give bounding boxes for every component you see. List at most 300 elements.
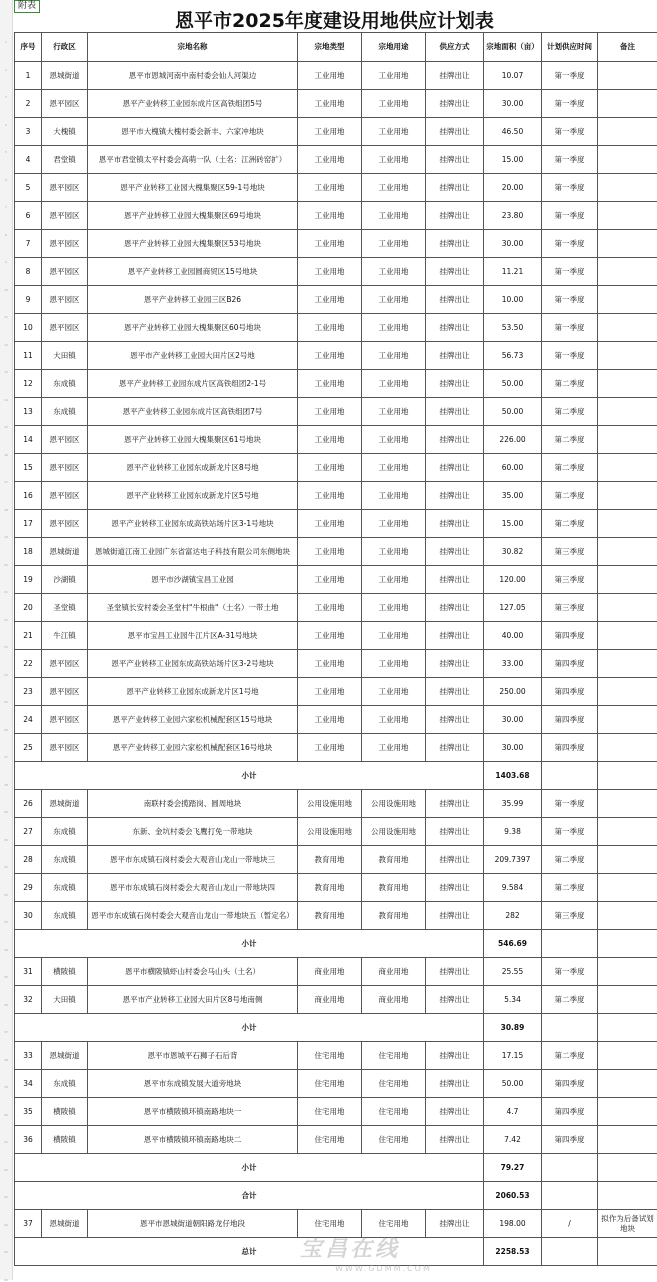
cell-note xyxy=(598,1098,657,1126)
cell-name: 恩平产业转移工业园东成新龙片区1号地 xyxy=(88,678,298,706)
cell-note xyxy=(598,734,657,762)
cell-area: 198.00 xyxy=(484,1210,542,1238)
cell-name: 恩平市产业转移工业园大田片区2号地 xyxy=(88,342,298,370)
cell-type: 工业用地 xyxy=(298,174,362,202)
cell-method: 挂牌出让 xyxy=(426,706,484,734)
cell-note xyxy=(598,958,657,986)
cell-time: 第二季度 xyxy=(542,370,598,398)
cell-time: 第二季度 xyxy=(542,874,598,902)
gutter-row-number: 44 xyxy=(0,1223,12,1227)
cell-note xyxy=(598,1126,657,1154)
cell-district: 东成镇 xyxy=(42,874,88,902)
cell-district: 恩平园区 xyxy=(42,426,88,454)
cell-area: 10.07 xyxy=(484,62,542,90)
cell-use: 住宅用地 xyxy=(362,1098,426,1126)
gutter-row-number: 15 xyxy=(0,425,12,429)
gutter-row-number: 16 xyxy=(0,453,12,457)
cell-note xyxy=(598,90,657,118)
cell-no: 25 xyxy=(15,734,42,762)
cell-time: 第一季度 xyxy=(542,818,598,846)
cell-type: 工业用地 xyxy=(298,454,362,482)
subtotal-row-value: 79.27 xyxy=(484,1154,542,1182)
cell-name: 恩平市宝昌工业园牛江片区A-31号地块 xyxy=(88,622,298,650)
gutter-row-number: 13 xyxy=(0,370,12,374)
cell-area: 127.05 xyxy=(484,594,542,622)
cell-area: 250.00 xyxy=(484,678,542,706)
gutter-row-number: 42 xyxy=(0,1168,12,1172)
grand-total-row-value: 2258.53 xyxy=(484,1238,542,1266)
table-row xyxy=(15,1126,657,1154)
cell-district: 大田镇 xyxy=(42,986,88,1014)
cell-note xyxy=(598,118,657,146)
cell-time: 第三季度 xyxy=(542,902,598,930)
gutter-row-number: 35 xyxy=(0,975,12,979)
cell-no: 5 xyxy=(15,174,42,202)
cell-no: 10 xyxy=(15,314,42,342)
gutter-row-number: 41 xyxy=(0,1140,12,1144)
cell-name: 恩平市产业转移工业园大田片区8号地南侧 xyxy=(88,986,298,1014)
table-row xyxy=(15,118,657,146)
cell-district: 横陂镇 xyxy=(42,958,88,986)
grand-total-row xyxy=(15,1238,657,1266)
gutter-row-number: 6 xyxy=(0,178,12,182)
cell-method: 挂牌出让 xyxy=(426,90,484,118)
cell-use: 工业用地 xyxy=(362,538,426,566)
cell-time: 第四季度 xyxy=(542,1126,598,1154)
subtotal-row-label: 小计 xyxy=(15,930,484,958)
cell-name: 恩平产业转移工业园东成片区高铁组团2-1号 xyxy=(88,370,298,398)
cell-district: 东成镇 xyxy=(42,818,88,846)
cell-note xyxy=(598,594,657,622)
cell-no: 6 xyxy=(15,202,42,230)
cell-method: 挂牌出让 xyxy=(426,370,484,398)
header-cell: 备注 xyxy=(598,33,657,62)
cell-name: 恩平市东成镇石岗村委会大观音山龙山一带地块三 xyxy=(88,846,298,874)
cell-type: 工业用地 xyxy=(298,538,362,566)
cell-district: 恩平园区 xyxy=(42,174,88,202)
cell-type: 工业用地 xyxy=(298,510,362,538)
gutter-row-number: 32 xyxy=(0,893,12,897)
cell-area: 30.00 xyxy=(484,90,542,118)
cell-area: 30.00 xyxy=(484,734,542,762)
cell-use: 工业用地 xyxy=(362,258,426,286)
gutter-row-number: 28 xyxy=(0,783,12,787)
cell-district: 恩平园区 xyxy=(42,454,88,482)
gutter-row-number: 18 xyxy=(0,508,12,512)
cell-note xyxy=(598,510,657,538)
cell-note xyxy=(598,986,657,1014)
table-row xyxy=(15,62,657,90)
cell-area: 30.00 xyxy=(484,230,542,258)
cell-no: 12 xyxy=(15,370,42,398)
table-row xyxy=(15,958,657,986)
gutter-row-number: 26 xyxy=(0,728,12,732)
cell-district: 东成镇 xyxy=(42,902,88,930)
empty-cell xyxy=(598,1014,657,1042)
cell-time: 第四季度 xyxy=(542,622,598,650)
cell-area: 15.00 xyxy=(484,146,542,174)
cell-area: 53.50 xyxy=(484,314,542,342)
table-row xyxy=(15,1098,657,1126)
cell-method: 挂牌出让 xyxy=(426,846,484,874)
cell-use: 工业用地 xyxy=(362,706,426,734)
cell-no: 29 xyxy=(15,874,42,902)
cell-no: 3 xyxy=(15,118,42,146)
cell-area: 23.80 xyxy=(484,202,542,230)
cell-area: 33.00 xyxy=(484,650,542,678)
cell-no: 30 xyxy=(15,902,42,930)
table-row xyxy=(15,230,657,258)
empty-cell xyxy=(598,930,657,958)
cell-area: 50.00 xyxy=(484,370,542,398)
cell-time: 第二季度 xyxy=(542,398,598,426)
cell-time: 第一季度 xyxy=(542,314,598,342)
cell-use: 教育用地 xyxy=(362,874,426,902)
header-cell: 供应方式 xyxy=(426,33,484,62)
cell-name: 恩平产业转移工业园大槐集聚区69号地块 xyxy=(88,202,298,230)
cell-type: 公用设施用地 xyxy=(298,818,362,846)
cell-use: 工业用地 xyxy=(362,678,426,706)
cell-area: 10.00 xyxy=(484,286,542,314)
cell-name: 恩平产业转移工业园六家松机械配套区16号地块 xyxy=(88,734,298,762)
cell-use: 住宅用地 xyxy=(362,1126,426,1154)
cell-note xyxy=(598,426,657,454)
table-row xyxy=(15,790,657,818)
cell-note xyxy=(598,482,657,510)
table-row xyxy=(15,454,657,482)
cell-name: 恩平市君堂镇太平村委会高萌一队（土名：江洲砖窑扩） xyxy=(88,146,298,174)
cell-no: 7 xyxy=(15,230,42,258)
cell-method: 挂牌出让 xyxy=(426,902,484,930)
cell-area: 56.73 xyxy=(484,342,542,370)
cell-use: 工业用地 xyxy=(362,566,426,594)
cell-name: 恩平产业转移工业园大槐集聚区53号地块 xyxy=(88,230,298,258)
empty-cell xyxy=(542,1154,598,1182)
cell-district: 横陂镇 xyxy=(42,1098,88,1126)
cell-time: 第一季度 xyxy=(542,118,598,146)
cell-use: 公用设施用地 xyxy=(362,818,426,846)
table-row xyxy=(15,146,657,174)
cell-method: 挂牌出让 xyxy=(426,454,484,482)
cell-method: 挂牌出让 xyxy=(426,790,484,818)
cell-no: 19 xyxy=(15,566,42,594)
cell-no: 9 xyxy=(15,286,42,314)
cell-district: 恩城街道 xyxy=(42,62,88,90)
gutter-row-number: 39 xyxy=(0,1085,12,1089)
table-row xyxy=(15,566,657,594)
cell-no: 32 xyxy=(15,986,42,1014)
cell-use: 教育用地 xyxy=(362,846,426,874)
cell-type: 工业用地 xyxy=(298,258,362,286)
cell-district: 恩平园区 xyxy=(42,202,88,230)
cell-area: 282 xyxy=(484,902,542,930)
cell-area: 30.82 xyxy=(484,538,542,566)
table-row xyxy=(15,986,657,1014)
cell-type: 住宅用地 xyxy=(298,1098,362,1126)
gutter-row-number: 2 xyxy=(0,68,12,72)
table-row xyxy=(15,678,657,706)
cell-no: 34 xyxy=(15,1070,42,1098)
cell-district: 恩城街道 xyxy=(42,1210,88,1238)
cell-note: 拟作为后备试划地块 xyxy=(598,1210,657,1238)
cell-area: 50.00 xyxy=(484,398,542,426)
subtotal-row xyxy=(15,930,657,958)
table-row xyxy=(15,286,657,314)
cell-type: 工业用地 xyxy=(298,146,362,174)
cell-type: 工业用地 xyxy=(298,230,362,258)
cell-district: 大田镇 xyxy=(42,342,88,370)
cell-method: 挂牌出让 xyxy=(426,314,484,342)
cell-type: 工业用地 xyxy=(298,342,362,370)
gutter-row-number: 40 xyxy=(0,1113,12,1117)
subtotal-row-value: 546.69 xyxy=(484,930,542,958)
cell-no: 31 xyxy=(15,958,42,986)
cell-type: 工业用地 xyxy=(298,622,362,650)
cell-method: 挂牌出让 xyxy=(426,202,484,230)
cell-no: 2 xyxy=(15,90,42,118)
cell-area: 46.50 xyxy=(484,118,542,146)
cell-note xyxy=(598,874,657,902)
header-cell: 行政区 xyxy=(42,33,88,62)
cell-method: 挂牌出让 xyxy=(426,1070,484,1098)
cell-note xyxy=(598,314,657,342)
cell-note xyxy=(598,454,657,482)
cell-area: 50.00 xyxy=(484,1070,542,1098)
table-row xyxy=(15,902,657,930)
cell-type: 工业用地 xyxy=(298,566,362,594)
cell-type: 公用设施用地 xyxy=(298,790,362,818)
cell-note xyxy=(598,790,657,818)
cell-district: 东成镇 xyxy=(42,846,88,874)
cell-note xyxy=(598,846,657,874)
table-row xyxy=(15,314,657,342)
cell-type: 商业用地 xyxy=(298,958,362,986)
table-row xyxy=(15,594,657,622)
cell-method: 挂牌出让 xyxy=(426,650,484,678)
cell-name: 恩平市横陂镇环镇南路地块一 xyxy=(88,1098,298,1126)
cell-type: 工业用地 xyxy=(298,398,362,426)
cell-no: 18 xyxy=(15,538,42,566)
cell-method: 挂牌出让 xyxy=(426,818,484,846)
cell-area: 226.00 xyxy=(484,426,542,454)
page-title: 恩平市2025年度建设用地供应计划表 xyxy=(12,8,657,34)
cell-area: 9.38 xyxy=(484,818,542,846)
cell-name: 恩平市横陂镇虾山村委会马山头（土名） xyxy=(88,958,298,986)
subtotal-row xyxy=(15,762,657,790)
cell-time: 第一季度 xyxy=(542,62,598,90)
cell-no: 13 xyxy=(15,398,42,426)
cell-district: 横陂镇 xyxy=(42,1126,88,1154)
row-header-gutter xyxy=(0,0,13,1280)
cell-note xyxy=(598,1042,657,1070)
cell-use: 工业用地 xyxy=(362,594,426,622)
table-row xyxy=(15,706,657,734)
cell-district: 恩平园区 xyxy=(42,678,88,706)
cell-note xyxy=(598,370,657,398)
table-row xyxy=(15,174,657,202)
cell-name: 恩平产业转移工业园大槐集聚区61号地块 xyxy=(88,426,298,454)
table-row xyxy=(15,398,657,426)
cell-time: 第四季度 xyxy=(542,650,598,678)
watermark-url: WWW.GDMM.COM xyxy=(335,1264,432,1273)
cell-method: 挂牌出让 xyxy=(426,1126,484,1154)
gutter-row-number: 25 xyxy=(0,700,12,704)
cell-type: 教育用地 xyxy=(298,846,362,874)
cell-district: 圣堂镇 xyxy=(42,594,88,622)
cell-name: 恩平产业转移工业园东成片区高铁组团5号 xyxy=(88,90,298,118)
cell-area: 120.00 xyxy=(484,566,542,594)
gutter-row-number: 23 xyxy=(0,645,12,649)
cell-name: 恩平市大槐镇大槐村委会新丰、六家冲地块 xyxy=(88,118,298,146)
cell-use: 工业用地 xyxy=(362,230,426,258)
gutter-row-number: 17 xyxy=(0,480,12,484)
subtotal-row-value: 30.89 xyxy=(484,1014,542,1042)
cell-use: 工业用地 xyxy=(362,622,426,650)
cell-district: 恩城街道 xyxy=(42,1042,88,1070)
cell-type: 商业用地 xyxy=(298,986,362,1014)
gutter-row-number: 12 xyxy=(0,343,12,347)
cell-type: 工业用地 xyxy=(298,706,362,734)
cell-use: 公用设施用地 xyxy=(362,790,426,818)
cell-district: 恩平园区 xyxy=(42,230,88,258)
header-cell: 宗地类型 xyxy=(298,33,362,62)
cell-name: 恩平市横陂镇环镇南路地块二 xyxy=(88,1126,298,1154)
cell-method: 挂牌出让 xyxy=(426,594,484,622)
cell-method: 挂牌出让 xyxy=(426,258,484,286)
header-cell: 宗地面积（亩） xyxy=(484,33,542,62)
cell-district: 恩平园区 xyxy=(42,286,88,314)
cell-name: 恩平产业转移工业园东成高铁站场片区3-1号地块 xyxy=(88,510,298,538)
subtotal-row-value: 1403.68 xyxy=(484,762,542,790)
gutter-row-number: 3 xyxy=(0,95,12,99)
subtotal-row-label: 小计 xyxy=(15,1014,484,1042)
cell-time: 第一季度 xyxy=(542,230,598,258)
cell-method: 挂牌出让 xyxy=(426,734,484,762)
gutter-row-number: 10 xyxy=(0,288,12,292)
cell-no: 1 xyxy=(15,62,42,90)
cell-district: 恩平园区 xyxy=(42,258,88,286)
cell-area: 4.7 xyxy=(484,1098,542,1126)
cell-use: 教育用地 xyxy=(362,902,426,930)
table-row xyxy=(15,342,657,370)
empty-cell xyxy=(598,762,657,790)
cell-note xyxy=(598,650,657,678)
cell-method: 挂牌出让 xyxy=(426,398,484,426)
cell-note xyxy=(598,174,657,202)
table-row xyxy=(15,1070,657,1098)
cell-no: 8 xyxy=(15,258,42,286)
empty-cell xyxy=(542,1238,598,1266)
cell-district: 恩平园区 xyxy=(42,706,88,734)
cell-time: 第二季度 xyxy=(542,426,598,454)
cell-method: 挂牌出让 xyxy=(426,1042,484,1070)
empty-cell xyxy=(542,1182,598,1210)
cell-type: 工业用地 xyxy=(298,286,362,314)
cell-no: 4 xyxy=(15,146,42,174)
cell-time: 第四季度 xyxy=(542,734,598,762)
gutter-row-number: 36 xyxy=(0,1003,12,1007)
cell-name: 恩平市东成镇石岗村委会大观音山龙山一带地块四 xyxy=(88,874,298,902)
cell-type: 住宅用地 xyxy=(298,1210,362,1238)
grand-total-row-label: 总计 xyxy=(15,1238,484,1266)
table-row xyxy=(15,818,657,846)
cell-time: 第二季度 xyxy=(542,986,598,1014)
gutter-row-number: 31 xyxy=(0,865,12,869)
total-row-label: 合计 xyxy=(15,1182,484,1210)
cell-method: 挂牌出让 xyxy=(426,1210,484,1238)
cell-time: 第二季度 xyxy=(542,482,598,510)
cell-name: 恩平产业转移工业园大槐集聚区60号地块 xyxy=(88,314,298,342)
cell-method: 挂牌出让 xyxy=(426,622,484,650)
table-body xyxy=(15,62,657,1266)
cell-no: 17 xyxy=(15,510,42,538)
table-row xyxy=(15,734,657,762)
cell-type: 住宅用地 xyxy=(298,1070,362,1098)
cell-time: 第一季度 xyxy=(542,258,598,286)
cell-district: 东成镇 xyxy=(42,370,88,398)
cell-name: 东新、金坑村委会飞鹰打免一带地块 xyxy=(88,818,298,846)
cell-type: 工业用地 xyxy=(298,482,362,510)
cell-type: 工业用地 xyxy=(298,62,362,90)
gutter-row-number: 34 xyxy=(0,948,12,952)
cell-method: 挂牌出让 xyxy=(426,538,484,566)
cell-type: 工业用地 xyxy=(298,370,362,398)
gutter-row-number: 1 xyxy=(0,40,12,44)
cell-type: 工业用地 xyxy=(298,650,362,678)
cell-no: 35 xyxy=(15,1098,42,1126)
cell-method: 挂牌出让 xyxy=(426,986,484,1014)
cell-time: 第一季度 xyxy=(542,146,598,174)
cell-time: 第二季度 xyxy=(542,1042,598,1070)
header-cell: 计划供应时间 xyxy=(542,33,598,62)
cell-use: 住宅用地 xyxy=(362,1042,426,1070)
cell-type: 教育用地 xyxy=(298,902,362,930)
cell-type: 住宅用地 xyxy=(298,1042,362,1070)
table-row xyxy=(15,258,657,286)
cell-name: 恩平产业转移工业园东成新龙片区8号地 xyxy=(88,454,298,482)
cell-name: 恩平产业转移工业园东成片区高铁组团7号 xyxy=(88,398,298,426)
cell-name: 恩平产业转移工业园三区B26 xyxy=(88,286,298,314)
empty-cell xyxy=(598,1238,657,1266)
cell-name: 恩平产业转移工业园东成高铁站场片区3-2号地块 xyxy=(88,650,298,678)
table-row xyxy=(15,538,657,566)
cell-type: 工业用地 xyxy=(298,202,362,230)
cell-time: 第二季度 xyxy=(542,846,598,874)
cell-use: 工业用地 xyxy=(362,174,426,202)
cell-name: 南联村委会揽踏岗、圆周地块 xyxy=(88,790,298,818)
cell-name: 圣堂镇长安村委会圣堂村"牛根曲"（土名）一带土地 xyxy=(88,594,298,622)
empty-cell xyxy=(542,1014,598,1042)
total-row xyxy=(15,1182,657,1210)
header-cell: 序号 xyxy=(15,33,42,62)
cell-no: 15 xyxy=(15,454,42,482)
table-row xyxy=(15,510,657,538)
cell-method: 挂牌出让 xyxy=(426,678,484,706)
cell-note xyxy=(598,818,657,846)
cell-name: 恩平产业转移工业园六家松机械配套区15号地块 xyxy=(88,706,298,734)
cell-time: 第一季度 xyxy=(542,202,598,230)
table-row xyxy=(15,202,657,230)
header-cell: 宗地名称 xyxy=(88,33,298,62)
cell-time: 第一季度 xyxy=(542,286,598,314)
gutter-row-number: 37 xyxy=(0,1030,12,1034)
cell-use: 工业用地 xyxy=(362,202,426,230)
cell-area: 60.00 xyxy=(484,454,542,482)
cell-district: 恩平园区 xyxy=(42,650,88,678)
gutter-row-number: 7 xyxy=(0,205,12,209)
cell-method: 挂牌出让 xyxy=(426,230,484,258)
cell-area: 15.00 xyxy=(484,510,542,538)
